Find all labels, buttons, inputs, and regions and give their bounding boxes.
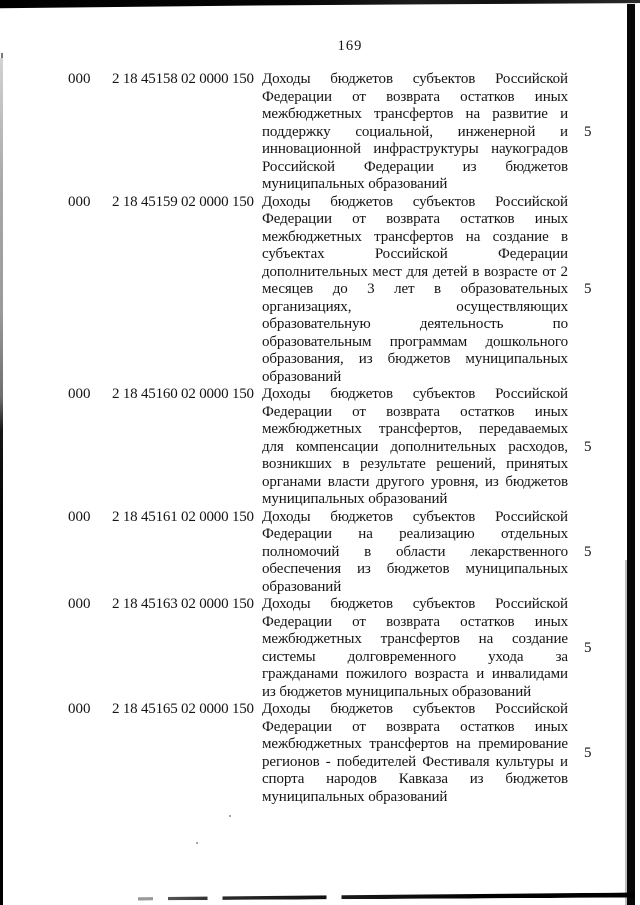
description-word: отдельных <box>500 526 568 542</box>
description-word: субъектов <box>412 71 476 87</box>
description-word: принятых <box>506 456 568 472</box>
description-word: Российской <box>495 193 568 210</box>
description-word: остатков <box>460 403 515 420</box>
description-line <box>262 754 568 772</box>
scan-artifact-top-edge <box>0 0 640 9</box>
description-word: Федерации <box>262 88 332 105</box>
description-word: гражданами <box>262 666 339 682</box>
description-word: инвалидами <box>491 666 568 682</box>
description-word: долговременного <box>347 648 457 665</box>
description-word: полномочий <box>262 543 340 560</box>
description-word: в <box>434 281 442 297</box>
description-word: бюджетов <box>505 473 568 490</box>
admin-code-cell: 000 <box>68 508 91 525</box>
description-word: другого <box>376 473 425 490</box>
description-cell <box>262 71 568 194</box>
description-word: ухода <box>488 648 524 665</box>
description-word: в <box>561 228 568 245</box>
note-value-cell: 5 <box>584 438 592 455</box>
description-word: инженерной <box>457 123 536 140</box>
description-word: от <box>542 263 556 280</box>
description-word: бюджетов <box>330 596 393 612</box>
admin-code-cell: 000 <box>68 193 91 210</box>
description-word: субъектах <box>262 246 325 262</box>
description-word: от <box>352 718 366 735</box>
table-row <box>68 194 640 387</box>
description-word: и <box>560 753 568 770</box>
budget-classification-code-cell: 2 18 45158 02 0000 150 <box>112 71 254 87</box>
description-word: создание <box>511 631 568 647</box>
description-word: из <box>462 158 477 175</box>
description-line <box>262 194 568 212</box>
description-word: возврата <box>386 211 440 227</box>
description-line: образований <box>262 578 342 595</box>
description-line <box>262 71 568 89</box>
description-line <box>262 334 568 352</box>
description-line <box>262 159 568 177</box>
description-line <box>262 474 568 492</box>
description-word: результате <box>359 456 426 472</box>
admin-code-cell: 000 <box>68 701 91 717</box>
description-line <box>262 229 568 247</box>
description-line <box>262 596 568 614</box>
budget-classification-code-cell: 2 18 45160 02 0000 150 <box>112 386 254 402</box>
scan-speck <box>196 842 198 844</box>
description-word: субъектов <box>412 508 476 525</box>
admin-code-cell: 000 <box>68 596 91 612</box>
description-word: бюджетов <box>330 508 393 525</box>
description-line <box>262 299 568 317</box>
description-word: наукоградов <box>491 141 568 157</box>
description-word: трансфертов <box>380 631 460 647</box>
description-cell <box>262 596 568 701</box>
description-word: спорта <box>262 771 305 787</box>
description-word: субъектов <box>412 701 476 717</box>
description-line <box>262 771 568 789</box>
description-word: для <box>262 438 284 455</box>
budget-classification-code-cell: 2 18 45165 02 0000 150 <box>112 701 254 717</box>
description-line <box>262 439 568 457</box>
note-value-cell: 5 <box>584 123 592 140</box>
description-word: возврата <box>386 718 440 735</box>
description-word: в <box>364 543 372 560</box>
description-word: организациях, <box>262 298 352 315</box>
description-word: на <box>456 736 471 752</box>
description-line: муниципальных образований <box>262 788 448 805</box>
description-line <box>262 106 568 124</box>
description-word: трансфертов <box>369 736 449 752</box>
description-word: пожилого <box>345 666 407 682</box>
description-word: инфраструктуры <box>373 141 479 157</box>
description-word: иных <box>534 211 568 227</box>
description-word: органами <box>262 473 322 490</box>
description-word: бюджетов <box>505 158 568 175</box>
description-word: возврата <box>386 403 440 420</box>
description-line <box>262 736 568 754</box>
description-word: реализацию <box>399 526 475 542</box>
description-word: остатков <box>460 613 515 630</box>
note-value-cell: 5 <box>584 639 592 656</box>
description-word: межбюджетных <box>262 631 362 647</box>
description-word: на <box>465 228 481 245</box>
budget-classification-code-cell: 2 18 45159 02 0000 150 <box>112 193 254 210</box>
description-word: бюджетов <box>330 193 393 210</box>
description-line <box>262 264 568 282</box>
description-word: из <box>358 351 373 367</box>
scan-artifact-bottom-edge <box>138 892 634 900</box>
description-word: Кавказа <box>398 771 448 787</box>
description-word: мест <box>372 263 402 280</box>
description-line <box>262 421 568 439</box>
description-line <box>262 89 568 107</box>
description-word: Федерации <box>262 403 332 420</box>
description-word: Российской <box>374 246 448 262</box>
description-word: и <box>560 106 568 122</box>
note-value-cell: 5 <box>584 543 592 560</box>
description-line <box>262 631 568 649</box>
description-word: Федерации <box>498 246 568 262</box>
description-line <box>262 509 568 527</box>
description-word: возраста <box>414 666 469 682</box>
description-line <box>262 404 568 422</box>
description-word: из <box>357 561 371 577</box>
description-word: осуществляющих <box>456 298 568 315</box>
description-line <box>262 211 568 229</box>
description-word: на <box>478 631 494 647</box>
description-word: возрасте <box>483 263 538 280</box>
description-word: поддержку <box>262 123 331 140</box>
description-word: межбюджетных <box>262 421 362 437</box>
description-word: дополнительных <box>262 263 368 280</box>
description-word: 2 <box>560 263 568 280</box>
description-line <box>262 351 568 369</box>
description-word: Российской <box>495 508 568 525</box>
description-line <box>262 526 568 544</box>
description-word: муниципальных <box>465 561 568 577</box>
admin-code-cell: 000 <box>68 71 91 87</box>
description-word: Доходы <box>262 71 311 87</box>
description-word: межбюджетных <box>262 736 362 752</box>
description-word: для <box>406 263 429 280</box>
description-word: детей <box>432 263 468 280</box>
description-word: на <box>358 526 373 542</box>
description-line <box>262 456 568 474</box>
description-word: инновационной <box>262 141 361 157</box>
description-word: власти <box>327 473 370 490</box>
description-word: и <box>560 123 568 140</box>
description-word: образования, <box>262 351 344 367</box>
description-line <box>262 544 568 562</box>
scan-speck <box>1 53 3 58</box>
description-word: трансфертов, <box>378 421 462 437</box>
description-word: в <box>342 456 350 472</box>
description-word: дополнительных <box>390 438 497 455</box>
description-word: остатков <box>460 718 515 735</box>
description-word: на <box>465 106 481 122</box>
description-word: Российской <box>262 158 335 175</box>
description-word: Доходы <box>262 193 311 210</box>
table-row <box>68 509 640 597</box>
description-word: муниципальных <box>465 351 568 367</box>
description-word: трансфертов <box>374 106 454 122</box>
description-word: остатков <box>460 211 515 227</box>
description-word: трансфертов <box>374 228 454 245</box>
description-word: расходов, <box>508 438 568 455</box>
description-word: Федерации <box>262 718 332 735</box>
description-word: от <box>352 88 366 105</box>
description-line <box>262 124 568 142</box>
description-word: Федерации <box>262 211 332 227</box>
description-word: уровня, <box>430 473 479 490</box>
revenue-code-table <box>0 71 640 806</box>
description-word: Российской <box>495 596 568 612</box>
table-row <box>68 596 640 701</box>
description-word: за <box>555 648 568 665</box>
admin-code-cell: 000 <box>68 386 91 402</box>
description-word: программам <box>389 333 468 350</box>
description-word: субъектов <box>412 193 476 210</box>
budget-classification-code-cell: 2 18 45163 02 0000 150 <box>112 596 254 612</box>
description-word: иных <box>534 613 568 630</box>
description-word: компенсации <box>295 438 379 455</box>
description-word: Доходы <box>262 386 311 402</box>
description-word: Российской <box>495 701 568 717</box>
description-word: образовательных <box>460 281 568 297</box>
description-line <box>262 246 568 264</box>
description-word: деятельность <box>419 316 504 332</box>
description-line <box>262 719 568 737</box>
description-line <box>262 141 568 159</box>
description-line <box>262 614 568 632</box>
description-word: культуры <box>495 753 554 770</box>
description-word: иных <box>534 403 568 420</box>
description-line <box>262 386 568 404</box>
description-word: в <box>472 263 480 280</box>
description-word: от <box>352 613 366 630</box>
description-word: бюджетов <box>505 771 568 787</box>
description-word: Доходы <box>262 701 311 717</box>
description-word: Федерации <box>262 613 332 630</box>
budget-classification-code-cell: 2 18 45161 02 0000 150 <box>112 508 254 525</box>
description-word: победителей <box>336 753 417 770</box>
description-line <box>262 561 568 579</box>
description-word: из <box>469 771 484 787</box>
description-word: лекарственного <box>470 543 568 560</box>
description-word: дошкольного <box>485 333 568 350</box>
description-cell <box>262 701 568 806</box>
description-word: бюджетов <box>330 701 393 717</box>
description-word: до <box>332 281 348 297</box>
description-word: - <box>325 753 331 770</box>
description-word: от <box>352 403 366 420</box>
description-word: межбюджетных <box>262 106 362 122</box>
description-word: иных <box>534 88 568 105</box>
description-word: возврата <box>386 613 440 630</box>
description-line <box>262 701 568 719</box>
description-line <box>262 666 568 684</box>
description-word: возникших <box>262 456 332 472</box>
description-cell <box>262 509 568 597</box>
description-word: субъектов <box>412 596 476 612</box>
description-word: бюджетов <box>387 351 451 367</box>
description-word: Доходы <box>262 596 311 612</box>
description-word: развитие <box>492 106 548 122</box>
description-word: бюджетов <box>330 71 393 87</box>
description-word: передаваемых <box>478 421 568 437</box>
description-line: муниципальных образований <box>262 491 448 507</box>
description-word: месяцев <box>262 281 314 297</box>
description-word: субъектов <box>412 386 476 402</box>
description-word: межбюджетных <box>262 228 362 245</box>
description-word: области <box>396 543 446 560</box>
description-line: муниципальных образований <box>262 176 448 192</box>
description-word: 3 <box>367 281 375 297</box>
description-word: Российской <box>495 71 568 87</box>
description-word: бюджетов <box>386 561 450 577</box>
description-word: возврата <box>386 88 440 105</box>
description-word: премирование <box>478 736 568 752</box>
description-word: лет <box>394 281 415 297</box>
description-word: народов <box>326 771 377 787</box>
table-row <box>68 71 640 194</box>
table-row <box>68 701 640 806</box>
description-word: Федерации <box>363 158 434 175</box>
description-word: по <box>552 316 568 332</box>
description-word: образовательным <box>262 333 372 350</box>
description-word: регионов <box>262 753 320 770</box>
description-word: из <box>485 473 499 490</box>
description-line <box>262 281 568 299</box>
description-word: Фестиваля <box>422 753 490 770</box>
description-cell <box>262 194 568 387</box>
description-line: из бюджетов муниципальных образований <box>262 683 532 700</box>
description-word: Российской <box>495 386 568 402</box>
description-word: обеспечения <box>262 561 341 577</box>
note-value-cell: 5 <box>584 281 592 297</box>
description-word: от <box>352 211 366 227</box>
table-row <box>68 386 640 509</box>
description-word: системы <box>262 648 316 665</box>
description-word: иных <box>534 718 568 735</box>
description-word: бюджетов <box>330 386 393 402</box>
description-line <box>262 316 568 334</box>
page-number: 169 <box>337 38 363 54</box>
description-word: Федерации <box>262 526 332 542</box>
description-cell <box>262 386 568 509</box>
description-word: социальной, <box>355 123 433 140</box>
description-word: образовательную <box>262 316 371 332</box>
description-line: образований <box>262 368 342 385</box>
description-line <box>262 649 568 667</box>
description-word: решений, <box>436 456 496 472</box>
description-word: и <box>476 666 485 682</box>
description-word: Доходы <box>262 508 311 525</box>
scan-speck <box>229 815 231 817</box>
note-value-cell: 5 <box>584 744 592 761</box>
description-word: создание <box>492 228 549 245</box>
description-word: остатков <box>460 88 515 105</box>
